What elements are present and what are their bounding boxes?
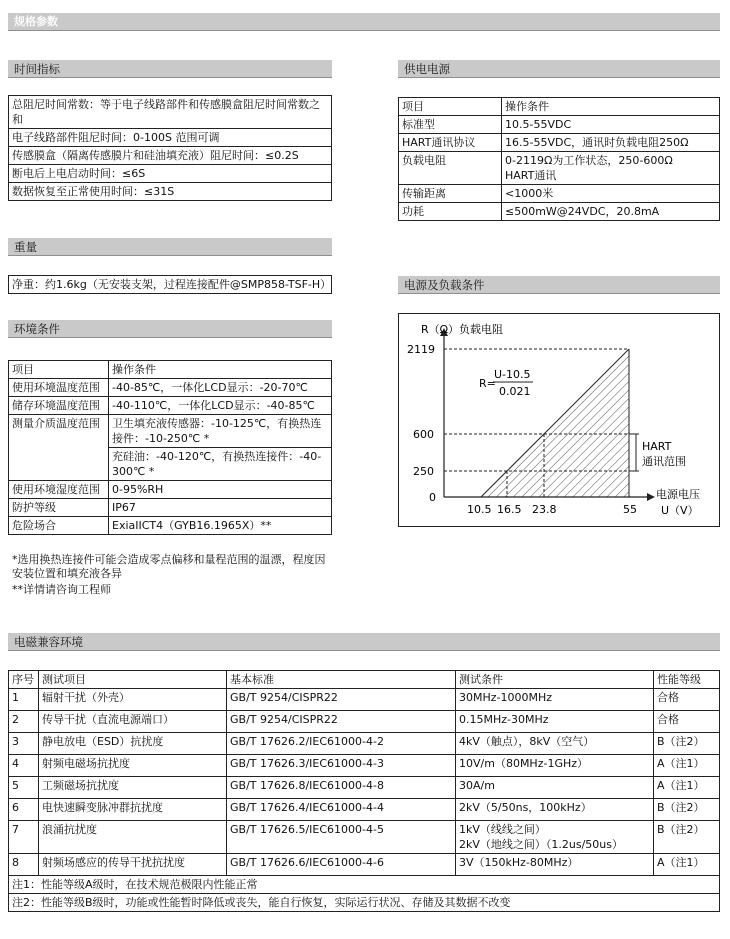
- emc-header: 基本标准: [227, 671, 456, 689]
- table-row: [399, 134, 720, 152]
- emc-cell: 3V（150kHz-80MHz）: [456, 854, 654, 876]
- emc-header: 性能等级: [654, 671, 720, 689]
- table-row: [9, 415, 332, 448]
- table-row: [9, 733, 720, 755]
- emc-header: 测试项目: [39, 671, 227, 689]
- env-section-title: 环境条件: [8, 320, 332, 338]
- emc-cell: GB/T 17626.3/IEC61000-4-3: [227, 755, 456, 777]
- x-axis-arrow: [647, 493, 655, 501]
- emc-cell: GB/T 9254/CISPR22: [227, 689, 456, 711]
- emc-cell: B（注2）: [654, 799, 720, 821]
- table-row: [399, 152, 720, 185]
- emc-cell: 射频场感应的传导干扰抗扰度: [39, 854, 227, 876]
- power-section-title: 供电电源: [398, 60, 720, 78]
- table-row: [9, 755, 720, 777]
- ytick: 600: [413, 428, 434, 441]
- emc-cell: 30MHz-1000MHz: [456, 689, 654, 711]
- emc-cell: 2kV（5/50ns，100kHz）: [456, 799, 654, 821]
- formula-numerator: U-10.5: [494, 368, 531, 381]
- emc-cell: 5: [9, 777, 39, 799]
- emc-cell: 7: [9, 821, 39, 854]
- env-header-item: 项目: [9, 361, 109, 379]
- env-cell: 卫生填充液传感器：-10-125℃，有换热连接件：-10-250℃ *: [109, 415, 332, 448]
- y-axis-label: R（Ω）负载电阻: [421, 323, 504, 336]
- emc-cell: A（注1）: [654, 755, 720, 777]
- power-cell: HART通讯协议: [399, 134, 502, 152]
- env-note-1: *选用换热连接件可能会造成零点偏移和量程范围的温漂，程度因安装位置和填充液各异: [12, 553, 326, 580]
- time-row: 数据恢复至正常使用时间：≤31S: [12, 185, 175, 198]
- emc-cell: A（注1）: [654, 854, 720, 876]
- time-section-title: 时间指标: [8, 60, 332, 78]
- table-row: [9, 397, 332, 415]
- table-row: [399, 185, 720, 203]
- emc-cell: B（注2）: [654, 821, 720, 854]
- ytick: 2119: [407, 343, 435, 356]
- env-cell: 使用环境湿度范围: [9, 481, 109, 499]
- time-row: 总阻尼时间常数：等于电子线路部件和传感膜盒阻尼时间常数之和: [9, 96, 331, 129]
- table-row: [399, 98, 720, 116]
- ytick: 250: [413, 465, 434, 478]
- page-title: 规格参数: [8, 13, 720, 31]
- time-row: 断电后上电启动时间：≤6S: [9, 165, 331, 183]
- emc-header: 测试条件: [456, 671, 654, 689]
- emc-cell: B（注2）: [654, 733, 720, 755]
- weight-box: [8, 275, 332, 294]
- emc-cell: 1kV（线线之间） 2kV（地线之间）（1.2us/50us）: [456, 821, 654, 854]
- table-row: [9, 481, 332, 499]
- xtick: 55: [623, 503, 637, 516]
- emc-cell: 浪涌抗扰度: [39, 821, 227, 854]
- env-table: [8, 360, 332, 535]
- env-cell: 危险场合: [9, 517, 109, 535]
- emc-cell: 8: [9, 854, 39, 876]
- emc-cell: 工频磁场抗扰度: [39, 777, 227, 799]
- emc-cell: 合格: [654, 711, 720, 733]
- xtick: 23.8: [532, 503, 557, 516]
- emc-cell: GB/T 17626.6/IEC61000-4-6: [227, 854, 456, 876]
- load-chart: [399, 314, 719, 526]
- emc-cell: 4kV（触点），8kV（空气）: [456, 733, 654, 755]
- power-header-item: 项目: [399, 98, 502, 116]
- emc-cell: GB/T 17626.5/IEC61000-4-5: [227, 821, 456, 854]
- emc-cell: 30A/m: [456, 777, 654, 799]
- load-chart-frame: [398, 313, 720, 527]
- table-row: [9, 821, 720, 854]
- env-header-cond: 操作条件: [109, 361, 332, 379]
- table-row: [9, 671, 720, 689]
- ytick: 0: [429, 491, 436, 504]
- formula-denominator: 0.021: [499, 385, 531, 398]
- time-row: 电子线路部件阻尼时间：0-100S 范围可调: [9, 129, 331, 147]
- weight-text: 净重：约1.6kg（无安装支架，过程连接配件@SMP858-TSF-H）: [12, 278, 332, 291]
- env-cell: 储存环境温度范围: [9, 397, 109, 415]
- table-row: [9, 517, 332, 535]
- emc-cell: A（注1）: [654, 777, 720, 799]
- power-cell: 传输距离: [399, 185, 502, 203]
- emc-cell: 射频电磁场抗扰度: [39, 755, 227, 777]
- emc-note-2: 注2：性能等级B级时，功能或性能暂时降低或丧失，能自行恢复，实际运行状况、存储及其数据不改变: [9, 894, 720, 912]
- emc-cell: 合格: [654, 689, 720, 711]
- env-note-2: **详情请咨询工程师: [12, 583, 111, 596]
- env-cell: IP67: [109, 499, 332, 517]
- load-section-title: 电源及负载条件: [398, 276, 720, 294]
- env-cell: 使用环境温度范围: [9, 379, 109, 397]
- table-row: [9, 854, 720, 876]
- xtick: 16.5: [497, 503, 522, 516]
- emc-cell: GB/T 17626.4/IEC61000-4-4: [227, 799, 456, 821]
- emc-cell: GB/T 17626.8/IEC61000-4-8: [227, 777, 456, 799]
- emc-section-title: 电磁兼容环境: [8, 633, 720, 651]
- table-row: [9, 711, 720, 733]
- power-cell: <1000米: [502, 185, 720, 203]
- table-row: [9, 689, 720, 711]
- power-cell: 标准型: [399, 116, 502, 134]
- power-cell: ≤500mW@24VDC，20.8mA: [502, 203, 720, 221]
- weight-section-title: 重量: [8, 238, 332, 256]
- table-row: [9, 379, 332, 397]
- table-row: [9, 799, 720, 821]
- table-row: [399, 203, 720, 221]
- emc-header: 序号: [9, 671, 39, 689]
- env-cell: ExiaIICT4（GYB16.1965X）**: [109, 517, 332, 535]
- emc-cell: GB/T 9254/CISPR22: [227, 711, 456, 733]
- table-row: [9, 361, 332, 379]
- time-row: 传感膜盒（隔离传感膜片和硅油填充液）阻尼时间：≤0.2S: [9, 147, 331, 165]
- power-table: [398, 97, 720, 221]
- emc-cell: 0.15MHz-30MHz: [456, 711, 654, 733]
- table-row: [9, 777, 720, 799]
- xtick: 10.5: [467, 503, 492, 516]
- hart-label-2: 通讯范围: [642, 455, 686, 468]
- emc-cell: 1: [9, 689, 39, 711]
- power-cell: 16.5-55VDC，通讯时负载电阻250Ω: [502, 134, 720, 152]
- env-cell: 0-95%RH: [109, 481, 332, 499]
- emc-cell: 6: [9, 799, 39, 821]
- time-box: [8, 95, 332, 201]
- formula-r: R=: [479, 377, 496, 390]
- emc-note-1: 注1：性能等级A级时，在技术规范极限内性能正常: [9, 876, 720, 894]
- emc-cell: 3: [9, 733, 39, 755]
- table-row: [9, 876, 720, 894]
- power-cell: 10.5-55VDC: [502, 116, 720, 134]
- emc-cell: 4: [9, 755, 39, 777]
- emc-cell: 电快速瞬变脉冲群抗扰度: [39, 799, 227, 821]
- emc-table: [8, 670, 720, 912]
- env-cell: 防护等级: [9, 499, 109, 517]
- power-header-cond: 操作条件: [502, 98, 720, 116]
- table-row: [9, 499, 332, 517]
- emc-cell: 静电放电（ESD）抗扰度: [39, 733, 227, 755]
- table-row: [9, 894, 720, 912]
- table-row: [399, 116, 720, 134]
- emc-cell: 传导干扰（直流电源端口）: [39, 711, 227, 733]
- emc-cell: 10V/m（80MHz-1GHz）: [456, 755, 654, 777]
- env-cell: 充硅油：-40-120℃，有换热连接件：-40-300℃ *: [109, 448, 332, 481]
- env-cell: -40-110℃，一体化LCD显示：-40-85℃: [109, 397, 332, 415]
- x-axis-label: 电源电压: [656, 488, 700, 501]
- emc-cell: GB/T 17626.2/IEC61000-4-2: [227, 733, 456, 755]
- power-cell: 负载电阻: [399, 152, 502, 185]
- env-cell: -40-85℃，一体化LCD显示：-20-70℃: [109, 379, 332, 397]
- x-axis-unit: U（V）: [661, 504, 699, 517]
- power-cell: 功耗: [399, 203, 502, 221]
- power-cell: 0-2119Ω为工作状态，250-600Ω HART通讯: [502, 152, 720, 185]
- emc-cell: 辐射干扰（外壳）: [39, 689, 227, 711]
- env-cell: 测量介质温度范围: [9, 415, 109, 481]
- emc-cell: 2: [9, 711, 39, 733]
- hart-label: HART: [642, 440, 672, 453]
